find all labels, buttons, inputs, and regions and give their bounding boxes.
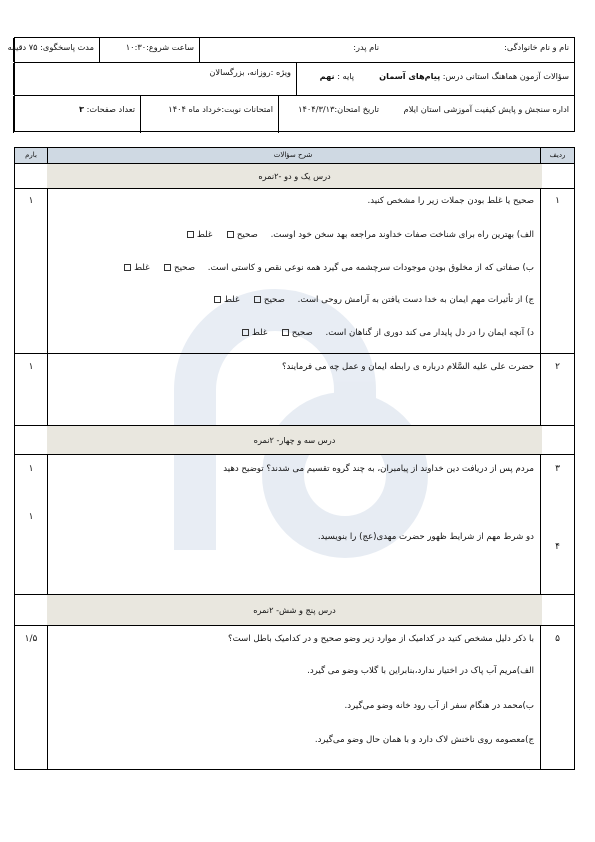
grade-field [296, 63, 359, 95]
header-row-3 [15, 96, 574, 133]
subject-label: سؤالات آزمون هماهنگ استانی درس: [442, 71, 569, 81]
pages-value: ۳ [79, 104, 84, 114]
col-header-desc: شرح سؤالات [46, 148, 540, 163]
q1-d-true-option[interactable] [280, 328, 313, 338]
grade-label: پایه : [337, 71, 354, 81]
question-score-4: ۱ [28, 512, 34, 522]
divider [15, 454, 574, 455]
exam-date: تاریخ امتحان:۱۴۰۴/۳/۱۳ [278, 96, 384, 133]
checkbox-icon[interactable] [242, 329, 249, 336]
question-number-1: ۱ [555, 196, 560, 206]
question-text-5: با ذکر دلیل مشخص کنید در کدامیک از موارد زیر وضو صحیح و در کدامیک باطل است؟ [228, 634, 534, 644]
divider [15, 353, 574, 354]
false-label: غلط [134, 263, 150, 273]
q1-b-true-option[interactable] [162, 263, 195, 273]
q1-c-false-option[interactable] [212, 295, 239, 305]
q1-a-false-option[interactable] [185, 230, 212, 240]
exam-duration: مدت پاسخگوی: ۷۵ دقیقه [13, 38, 99, 62]
q1-item-c-text: ج) از تأثیرات مهم ایمان به خدا دست یافتن به آرامش روحی است. [297, 295, 534, 305]
q1-item-d [54, 328, 534, 338]
section-heading-2: درس سه و چهار- ۲نمره [47, 426, 542, 454]
false-label: غلط [196, 230, 213, 240]
q1-d-false-option[interactable] [240, 328, 267, 338]
checkbox-icon[interactable] [164, 264, 171, 271]
divider [47, 148, 48, 769]
checkbox-icon[interactable] [214, 296, 221, 303]
header-row-1 [7, 38, 574, 63]
question-score-5: ۱/۵ [24, 634, 38, 644]
question-number-2: ۲ [555, 362, 560, 372]
checkbox-icon[interactable] [254, 296, 261, 303]
col-header-row: ردیف [541, 148, 574, 163]
question-text-3: مردم پس از دریافت دین خداوند از پیامبران، به چند گروه تقسیم می شدند؟ توضیح دهید [223, 464, 534, 474]
q1-a-true-option[interactable] [225, 230, 258, 240]
q1-item-d-text: د) آنچه ایمان را در دل پایدار می کند دوری از گناهان است. [325, 328, 534, 338]
question-text-2: حضرت علی علیه السَّلام درباره ی رابطه ایمان و عمل چه می فرمایند؟ [281, 362, 534, 372]
question-number-3: ۳ [555, 464, 560, 474]
col-header-score: بارم [15, 148, 47, 163]
subject-value: پیام‌های آسمان [379, 71, 441, 81]
question-score-2: ۱ [28, 362, 34, 372]
checkbox-icon[interactable] [124, 264, 131, 271]
checkbox-icon[interactable] [227, 231, 234, 238]
q1-item-b [54, 263, 534, 273]
special-field: ویژه :روزانه، بزرگسالان [13, 63, 296, 95]
q5-item-b: ب)محمد در هنگام سفر از آب رود خانه وضو می‌گیرد. [344, 701, 534, 711]
exam-session: امتحانات نوبت:خرداد ماه ۱۴۰۴ [140, 96, 278, 133]
pages-field [13, 96, 140, 133]
q1-item-a-text: الف) بهترین راه برای شناخت صفات خداوند مراجعه بهد سخن خود اوست. [270, 230, 534, 240]
pages-label: تعداد صفحات: [86, 104, 135, 114]
divider [15, 188, 574, 189]
q1-b-false-option[interactable] [122, 263, 149, 273]
subject-field [359, 63, 574, 95]
question-number-4: ۴ [555, 542, 560, 552]
questions-table [14, 147, 575, 770]
false-label: غلط [251, 328, 268, 338]
q5-item-c: ج)معصومه روی ناخنش لاک دارد و با همان حال وضو می‌گیرد. [314, 735, 534, 745]
section-heading-1: درس یک و دو -۲نمره [47, 164, 542, 188]
divider [540, 148, 541, 769]
true-label: صحیح [263, 295, 285, 305]
checkbox-icon[interactable] [187, 231, 194, 238]
question-score-3: ۱ [28, 464, 34, 474]
question-score-1: ۱ [28, 196, 34, 206]
exam-header [7, 37, 575, 132]
false-label: غلط [223, 295, 240, 305]
q5-item-a: الف)مریم آب پاک در اختیار ندارد،بنابراین با گلاب وضو می گیرد. [307, 666, 534, 676]
divider [15, 625, 574, 626]
question-text-4: دو شرط مهم از شرایط ظهور حضرت مهدی(عج) را بنویسید. [317, 532, 534, 542]
grade-value: نهم [319, 71, 335, 81]
true-label: صحیح [291, 328, 313, 338]
q1-item-a [54, 230, 534, 240]
true-label: صحیح [236, 230, 258, 240]
q1-c-true-option[interactable] [252, 295, 285, 305]
q1-item-c [54, 295, 534, 305]
office-name: اداره سنجش و پایش کیفیت آموزشی استان ایلام [403, 104, 569, 114]
question-number-5: ۵ [555, 634, 560, 644]
father-name-field: نام پدر: [199, 38, 384, 62]
student-name-field: نام و نام خانوادگی: [504, 42, 569, 52]
q1-item-b-text: ب) صفاتی که از مخلوق بودن موجودات سرچشمه می گیرد همه نوعی نقص و کاستی است. [207, 263, 534, 273]
start-time: ساعت شروع:۱۰:۳۰ [99, 38, 199, 62]
header-row-2 [15, 63, 574, 96]
checkbox-icon[interactable] [282, 329, 289, 336]
true-label: صحیح [174, 263, 196, 273]
section-heading-3: درس پنج و شش- ۲نمره [47, 595, 542, 625]
question-text-1: صحیح یا غلط بودن جملات زیر را مشخص کنید. [367, 196, 534, 206]
